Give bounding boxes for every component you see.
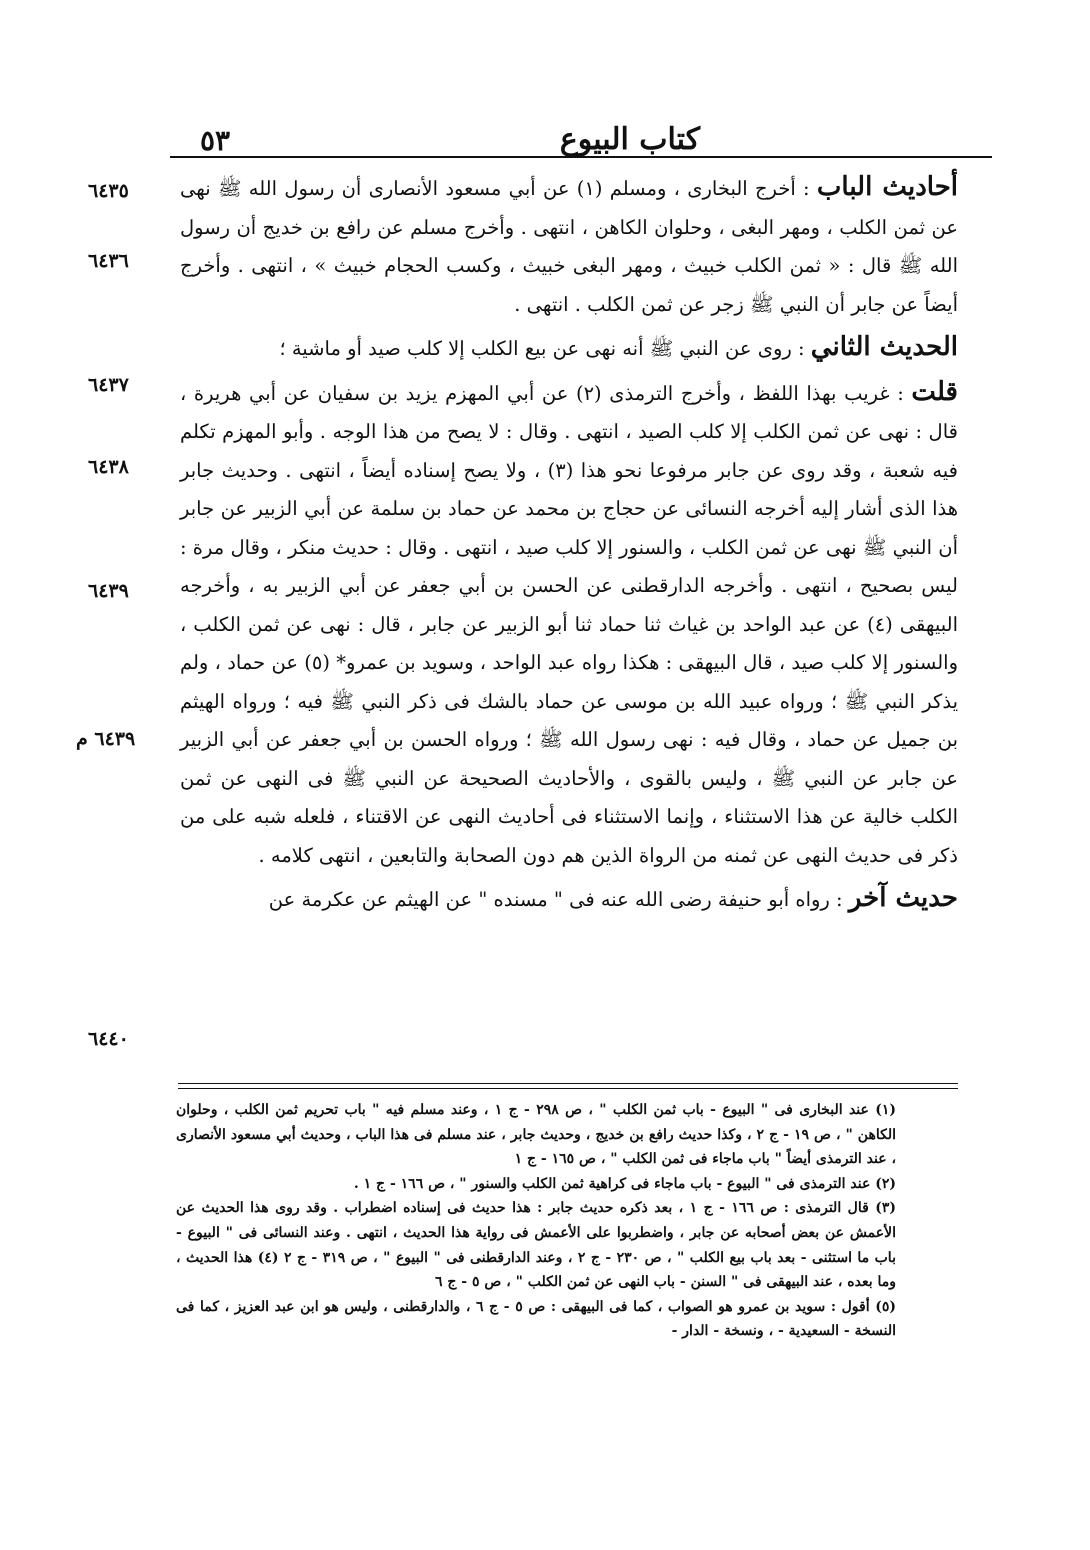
- hadith-number: ٦٤٤٠: [88, 1028, 129, 1050]
- section-heading: قلت: [911, 376, 958, 407]
- footnote: (٢) عند الترمذى فى " البيوع - باب ماجاء فى كراهية ثمن الكلب والسنور " ، ص ١٦٦ - ج ١ .: [353, 1175, 896, 1192]
- footnote-divider: [178, 1083, 958, 1084]
- hadith-number: ٦٤٣٧: [88, 374, 129, 396]
- hadith-number: ٦٤٣٩: [88, 580, 129, 602]
- footnote-divider: [178, 1088, 958, 1089]
- running-title: كتاب البيوع: [559, 122, 700, 157]
- section-heading: حديث آخر: [848, 883, 958, 913]
- page-number: ٥٣: [200, 124, 231, 157]
- section-heading: الحديث الثاني: [810, 332, 958, 362]
- hadith-number: ٦٤٣٨: [88, 456, 129, 478]
- section-heading: أحاديث الباب: [816, 172, 958, 202]
- paragraph: [180, 168, 958, 324]
- footnote: (٣) قال الترمذى : ص ١٦٦ - ج ١ ، بعد ذكره حديث جابر : هذا حديث فى إسناده اضطراب . وقد روى هذا الحديث عن الأعمش عن بعض أصحابه عن جابر ، واضطربوا على الأعمش فى رواية هذا الحديث ، انتهى . وعند النسائى فى " البيوع - باب ما استثنى - بعد باب بيع الكلب " ، ص ٢٣٠ - ج ٢ ، وعند الدارقطنى فى " البيوع " ، ص ٣١٩ - ج ٢ (٤) هذا الحديث ، وما بعده ، عند البيهقى فى " السنن - باب النهى عن ثمن الكلب " ، ص ٥ - ج ٦: [176, 1200, 896, 1291]
- paragraph: [180, 373, 958, 876]
- header-rule: [170, 156, 992, 158]
- paragraph-text: : أخرج البخارى ، ومسلم (١) عن أبي مسعود الأنصارى أن رسول الله ﷺ نهى عن ثمن الكلب ، ومهر البغى ، وحلوان الكاهن ، انتهى . وأخرج مسلم عن رافع بن خديج أن رسول الله ﷺ قال : « ثمن الكلب خبيث ، ومهر البغى خبيث ، وكسب الحجام خبيث » ، انتهى . وأخرج أيضاً عن جابر أن النبي ﷺ زجر عن ثمن الكلب . انتهى .: [180, 177, 958, 316]
- hadith-number: ٦٤٣٩ م: [76, 728, 136, 750]
- hadith-number: ٦٤٣٥: [88, 180, 129, 202]
- paragraph: [180, 328, 958, 369]
- footnote: (١) عند البخارى فى " البيوع - باب ثمن الكلب " ، ص ٢٩٨ - ج ١ ، وعند مسلم فيه " باب تحريم ثمن الكلب ، وحلوان الكاهن " ، ص ١٩ - ج ٢ ، وكذا حديث رافع بن خديج ، وحديث جابر ، عند مسلم فى هذا الباب ، وحديث أبي مسعود الأنصارى ، عند الترمذى أيضاً " باب ماجاء فى ثمن الكلب " ، ص ١٦٥ - ج ١: [176, 1102, 896, 1168]
- paragraph-text: : رواه أبو حنيفة رضى الله عنه فى " مسنده " عن الهيثم عن عكرمة عن: [268, 888, 843, 911]
- paragraph-text: : غريب بهذا اللفظ ، وأخرج الترمذى (٢) عن أبي المهزم يزيد بن سفيان عن أبي هريرة ، قال : نهى عن ثمن الكلب إلا كلب الصيد ، انتهى . وقال : لا يصح من هذا الوجه . وأبو المهزم تكلم فيه شعبة ، وقد روى عن جابر مرفوعا نحو هذا (٣) ، ولا يصح إسناده أيضاً ، انتهى . وحديث جابر هذا الذى أشار إليه أخرجه النسائى عن حجاج بن محمد عن حماد بن سلمة عن أبي الزبير عن جابر أن النبي ﷺ نهى عن ثمن الكلب ، والسنور إلا كلب صيد ، انتهى . وقال : حديث منكر ، وقال مرة : ليس بصحيح ، انتهى . وأخرجه الدارقطنى عن الحسن بن أبي جعفر عن أبي الزبير به ، وأخرجه البيهقى (٤) عن عبد الواحد بن غياث ثنا حماد ثنا أبو الزبير عن جابر ، قال : نهى عن ثمن الكلب ، والسنور إلا كلب صيد ، قال البيهقى : هكذا رواه عبد الواحد ، وسويد بن عمرو* (٥) عن حماد ، ولم يذكر النبي ﷺ ؛ ورواه عبيد الله بن موسى عن حماد بالشك فى ذكر النبي ﷺ فيه ؛ ورواه الهيثم بن جميل عن حماد ، وقال فيه : نهى رسول الله ﷺ ؛ ورواه الحسن بن أبي جعفر عن أبي الزبير عن جابر عن النبي ﷺ ، وليس بالقوى ، والأحاديث الصحيحة عن النبي ﷺ فى النهى عن ثمن الكلب خالية عن هذا الاستثناء ، وإنما الاستثناء فى أحاديث النهى عن الاقتناء ، فلعله شبه على من ذكر فى حديث النهى عن ثمنه من الرواة الذين هم دون الصحابة والتابعين ، انتهى كلامه .: [180, 381, 959, 867]
- footnotes: [176, 1098, 896, 1344]
- hadith-number: ٦٤٣٦: [88, 250, 129, 272]
- footnote: (٥) أقول : سويد بن عمرو هو الصواب ، كما فى البيهقى : ص ٥ - ج ٦ ، والدارقطنى ، وليس هو ابن عبد العزيز ، كما فى النسخة - السعيدية - ، ونسخة - الدار -: [176, 1298, 896, 1340]
- main-text: [180, 168, 958, 920]
- page-header: [170, 105, 990, 157]
- paragraph: [180, 879, 958, 920]
- paragraph-text: : روى عن النبي ﷺ أنه نهى عن بيع الكلب إلا كلب صيد أو ماشية ؛: [279, 337, 805, 360]
